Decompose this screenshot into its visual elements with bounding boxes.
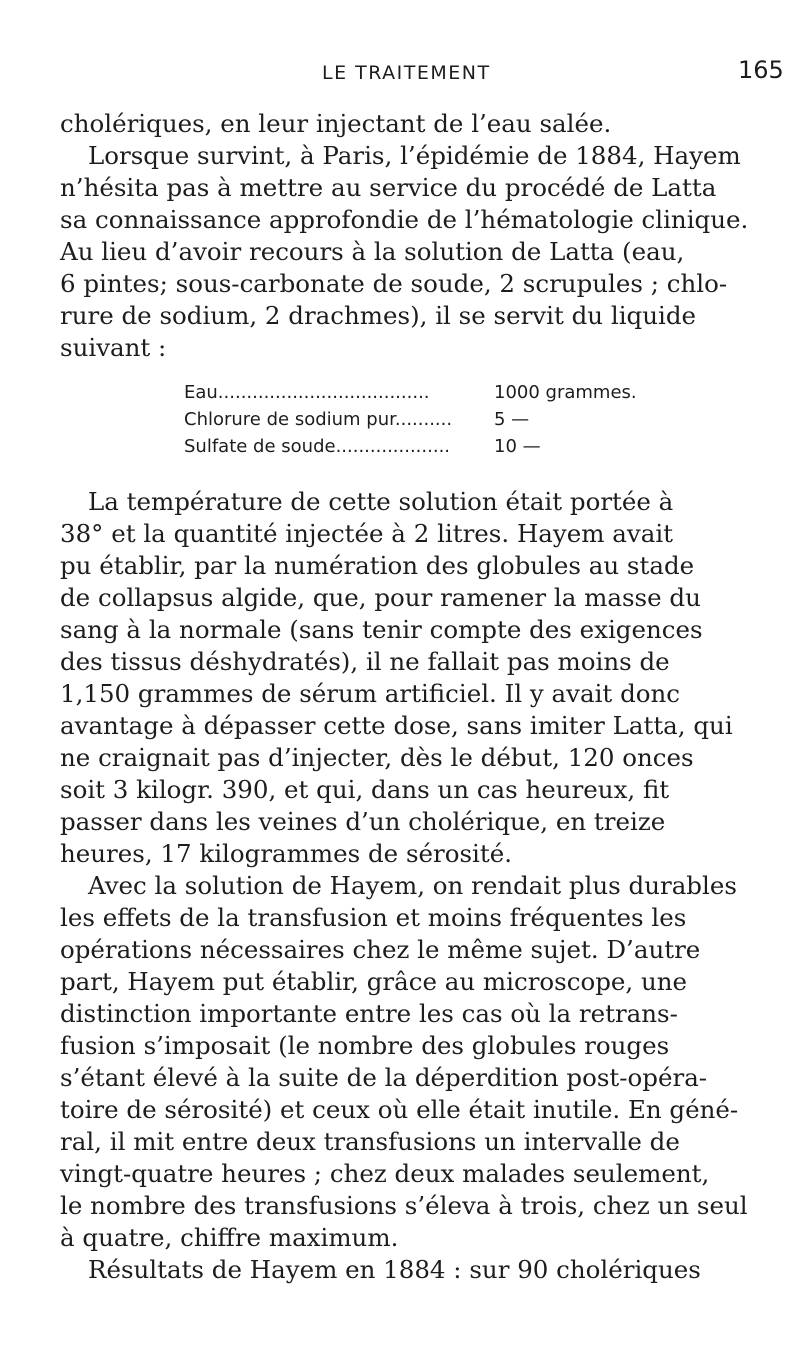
text-line: avantage à dépasser cette dose, sans imiter Latta, qui <box>60 711 733 740</box>
formula-row <box>184 436 664 462</box>
text-line: n’hésita pas à mettre au service du procédé de Latta <box>60 173 717 202</box>
formula-quantity: 5 — <box>494 409 530 430</box>
formula-ingredient: Chlorure de sodium pur.......... <box>184 409 453 430</box>
text-line: vingt-quatre heures ; chez deux malades seulement, <box>60 1159 710 1188</box>
text-line: les effets de la transfusion et moins fréquentes les <box>60 903 687 932</box>
formula-quantity: 1000 grammes. <box>494 382 637 403</box>
formula-quantity: 10 — <box>494 436 541 457</box>
text-line: toire de sérosité) et ceux où elle était inutile. En géné- <box>60 1095 739 1124</box>
text-line: rure de sodium, 2 drachmes), il se servit du liquide <box>60 301 697 330</box>
text-line: La température de cette solution était portée à <box>88 487 674 516</box>
text-line: le nombre des transfusions s’éleva à trois, chez un seul <box>60 1191 748 1220</box>
formula-row <box>184 409 664 435</box>
text-line: fusion s’imposait (le nombre des globules rouges <box>60 1031 670 1060</box>
text-line: ral, il mit entre deux transfusions un intervalle de <box>60 1127 680 1156</box>
text-line: opérations nécessaires chez le même sujet. D’autre <box>60 935 701 964</box>
text-line: Au lieu d’avoir recours à la solution de Latta (eau, <box>60 237 685 266</box>
text-line: ne craignait pas d’injecter, dès le début, 120 onces <box>60 743 694 772</box>
page-header <box>0 56 800 92</box>
text-line: des tissus déshydratés), il ne fallait pas moins de <box>60 647 670 676</box>
text-line: passer dans les veines d’un cholérique, en treize <box>60 807 666 836</box>
page-number: 165 <box>738 56 784 84</box>
text-line: pu établir, par la numération des globules au stade <box>60 551 695 580</box>
text-line: suivant : <box>60 333 167 362</box>
text-line: soit 3 kilogr. 390, et qui, dans un cas heureux, fit <box>60 775 670 804</box>
running-title: LE TRAITEMENT <box>322 62 491 84</box>
text-line: heures, 17 kilogrammes de sérosité. <box>60 839 513 868</box>
text-line: part, Hayem put établir, grâce au microscope, une <box>60 967 688 996</box>
text-line: Lorsque survint, à Paris, l’épidémie de 1884, Hayem <box>88 141 741 170</box>
text-line: 6 pintes; sous-carbonate de soude, 2 scrupules ; chlo- <box>60 269 728 298</box>
text-line: Avec la solution de Hayem, on rendait plus durables <box>88 871 737 900</box>
formula-ingredient: Eau..................................... <box>184 382 430 403</box>
text-line: 38° et la quantité injectée à 2 litres. Hayem avait <box>60 519 674 548</box>
text-line: s’étant élevé à la suite de la déperdition post-opéra- <box>60 1063 708 1092</box>
text-line: cholériques, en leur injectant de l’eau salée. <box>60 109 612 138</box>
text-line: Résultats de Hayem en 1884 : sur 90 cholériques <box>88 1255 701 1284</box>
text-line: sa connaissance approfondie de l’hématologie clinique. <box>60 205 749 234</box>
text-line: à quatre, chiffre maximum. <box>60 1223 399 1252</box>
formula-row <box>184 382 664 408</box>
text-line: sang à la normale (sans tenir compte des exigences <box>60 615 703 644</box>
formula-ingredient: Sulfate de soude.................... <box>184 436 451 457</box>
text-line: 1,150 grammes de sérum artificiel. Il y avait donc <box>60 679 681 708</box>
text-line: de collapsus algide, que, pour ramener la masse du <box>60 583 701 612</box>
text-line: distinction importante entre les cas où la retrans- <box>60 999 678 1028</box>
